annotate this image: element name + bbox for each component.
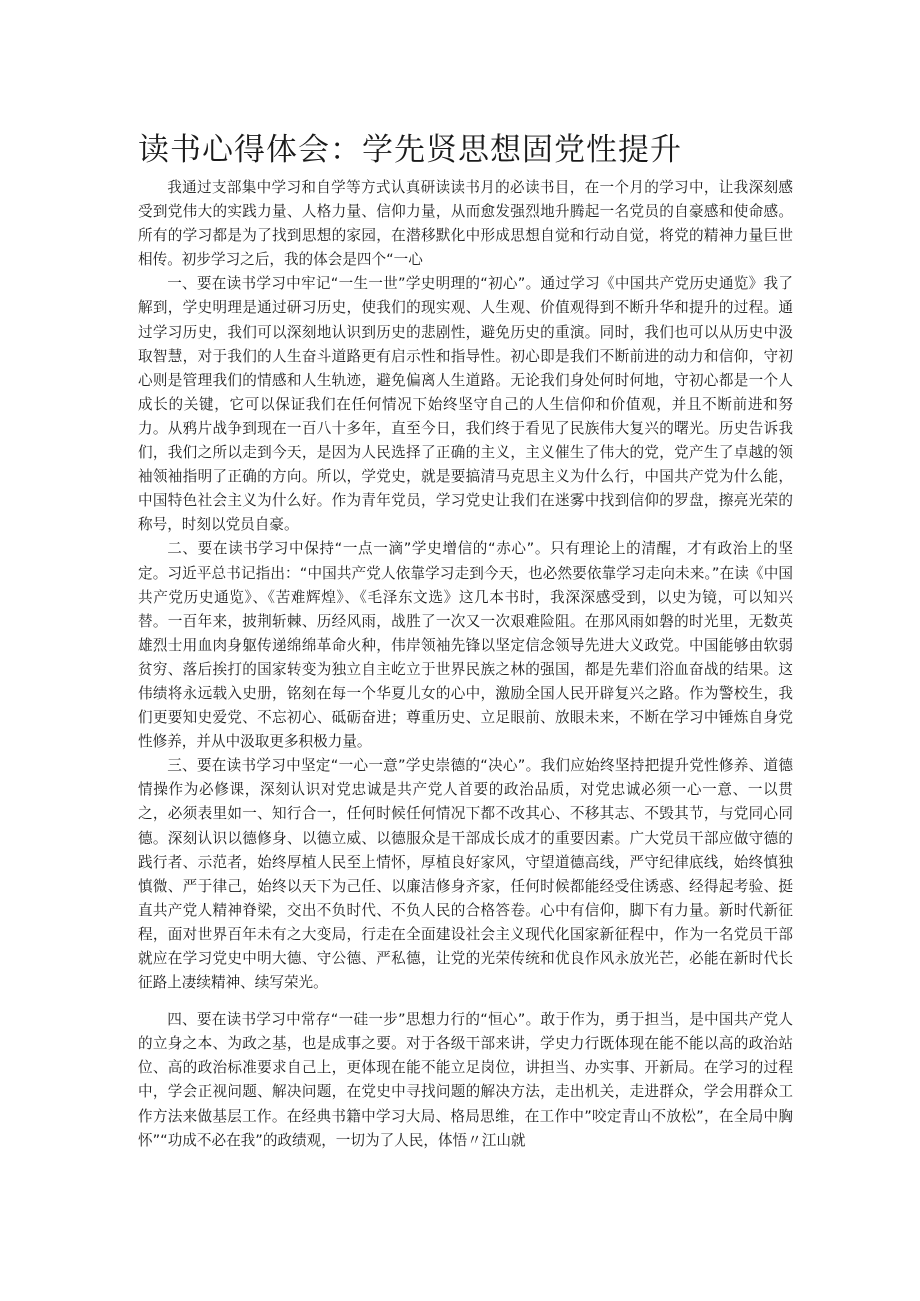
paragraph-section-4: 四、要在读书学习中常存“一硅一步”思想力行的“恒心”。敢于作为，勇于担当，是中国共产党人的立身之本、为政之基，也是成事之要。对于各级干部来讲，学史力行既体现在能不能以高的政治站位、高的政治标准要求自己上，更体现在能不能立足岗位，讲担当、办实事、开新局。在学习的过程中，学会正视问题、解决问题，在党史中寻找问题的解决方法，走出机关，走进群众，学会用群众工作方法来做基层工作。在经典书籍中学习大局、格局思维，在工作中”咬定青山不放松”，在全局中胸怀”“功成不必在我”的政绩观，一切为了人民，体悟〃江山就 <box>138 1011 793 1149</box>
paragraph-section-3: 三、要在读书学习中坚定“一心一意”学史崇德的“决心”。我们应始终坚持把提升党性修养、道德情操作为必修课，深刻认识对党忠诚是共产党人首要的政治品质，对党忠诚必须一心一意、一以贯之，必须表里如一、知行合一，任何时候任何情况下都不改其心、不移其志、不毁其节，与党同心同德。深刻认识以德修身、以德立威、以德服众是干部成长成才的重要因素。广大党员干部应做守德的践行者、示范者，始终厚植人民至上情怀，厚植良好家风，守望道德高线，严守纪律底线，始终慎独慎微、严于律己，始终以天下为己任、以廉洁修身齐家，任何时候都能经受住诱惑、经得起考验、挺直共产党人精神脊梁，交出不负时代、不负人民的合格答卷。心中有信仰，脚下有力量。新时代新征程，面对世界百年未有之大变局，行走在全面建设社会主义现代化国家新征程中，作为一名党员干部就应在学习党史中明大德、守公德、严私德，让党的光荣传统和优良作风永放光芒，必能在新时代长征路上凄续精神、续写荣光。 <box>138 757 793 992</box>
document-title: 读书心得体会：学先贤思想固党性提升 <box>138 132 682 168</box>
paragraph-section-2: 二、要在读书学习中保持“一点一滴”学史增信的“赤心”。只有理论上的清醒，才有政治上的坚定。习近平总书记指出：“中国共产党人依靠学习走到今天，也必然要依靠学习走向未来。”在读《中国共产党历史通览》、《苦难辉煌》、《毛泽东文选》这几本书时，我深深感受到，以史为镜，可以知兴替。一百年来，披荆斩棘、历经风雨，战胜了一次又一次艰难险阻。在那风雨如磐的时光里，无数英雄烈士用血肉身躯传递绵绵革命火种，伟岸领袖先锋以坚定信念领导先进大义政党。中国能够由软弱贫穷、落后挨打的国家转变为独立自主屹立于世界民族之林的强国，都是先辈们浴血奋战的结果。这伟绩将永远载入史册，铭刻在每一个华夏儿女的心中，激励全国人民开辟复兴之路。作为警校生，我们更要知史爱党、不忘初心、砥砺奋进；尊重历史、立足眼前、放眼未来，不断在学习中锤炼自身党性修养，并从中汲取更多积极力量。 <box>138 540 793 751</box>
paragraph-section-1: 一、要在读书学习中牢记“一生一世”学史明理的“初心”。通过学习《中国共产党历史通览》我了解到，学史明理是通过研习历史，使我们的现实观、人生观、价值观得到不断升华和提升的过程。通过学习历史，我们可以深刻地认识到历史的悲剧性，避免历史的重演。同时，我们也可以从历史中汲取智慧，对于我们的人生奋斗道路更有启示性和指导性。初心即是我们不断前进的动力和信仰，守初心则是管理我们的情感和人生轨迹，避免偏离人生道路。无论我们身处何时何地，守初心都是一个人成长的关键，它可以保证我们在任何情况下始终坚守自己的人生信仰和价值观，并且不断前进和努力。从鸦片战争到现在一百八十多年，直至今日，我们终于看见了民族伟大复兴的曙光。历史告诉我们，我们之所以走到今天，是因为人民选择了正确的主义，主义催生了伟大的党，党产生了卓越的领袖领袖指明了正确的方向。所以，学党史，就是要搞清马克思主义为什么行，中国共产党为什么能，中国特色社会主义为什么好。作为青年党员，学习党史让我们在迷雾中找到信仰的罗盘，擦亮光荣的称号，时刻以党员自豪。 <box>138 275 793 534</box>
document-body <box>138 176 793 1153</box>
paragraph-intro: 我通过支部集中学习和自学等方式认真研读读书月的必读书目，在一个月的学习中，让我深刻感受到党伟大的实践力量、人格力量、信仰力量，从而愈发强烈地升腾起一名党员的自豪感和使命感。所有的学习都是为了找到思想的家园，在潜移默化中形成思想自觉和行动自觉，将党的精神力量巨世相传。初步学习之后，我的体会是四个“一心 <box>138 179 793 269</box>
